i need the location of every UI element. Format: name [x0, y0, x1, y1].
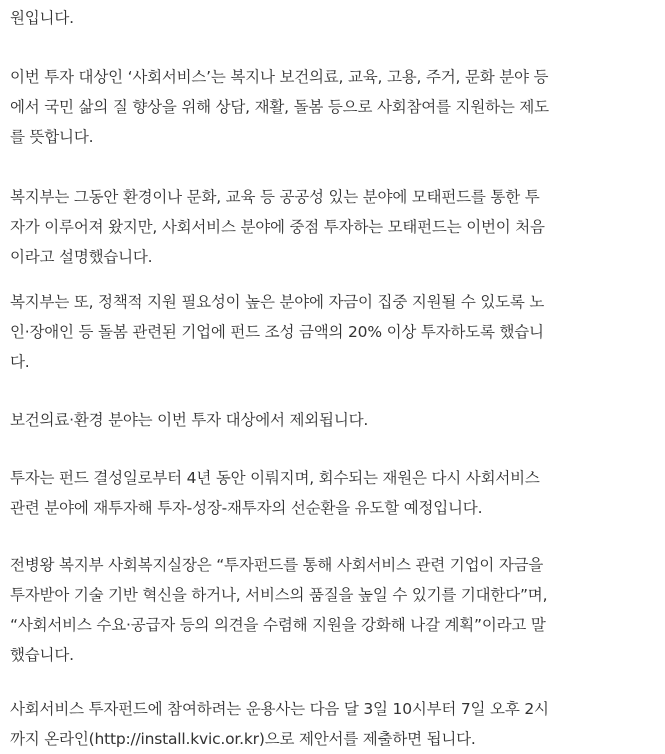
text-line: 에서 국민 삶의 질 향상을 위해 상담, 재활, 돌봄 등으로 사회참여를 지원하는 제도 — [10, 98, 549, 116]
text-line: 자가 이루어져 왔지만, 사회서비스 분야에 중점 투자하는 모태펀드는 이번이 처음 — [10, 218, 545, 236]
text-line: 원입니다. — [10, 9, 74, 27]
paragraph-8 — [10, 694, 658, 754]
text-line: 인·장애인 등 돌봄 관련된 기업에 펀드 조성 금액의 20% 이상 투자하도록 했습니 — [10, 323, 544, 341]
text-line: 까지 온라인(http://install.kvic.or.kr)으로 제안서를 제출하면 됩니다. — [10, 730, 476, 748]
paragraph-7 — [10, 550, 658, 670]
text-line: 이라고 설명했습니다. — [10, 248, 153, 266]
text-line: 보건의료·환경 분야는 이번 투자 대상에서 제외됩니다. — [10, 411, 369, 429]
text-line: 사회서비스 투자펀드에 참여하려는 운용사는 다음 달 3일 10시부터 7일 오후 2시 — [10, 700, 549, 718]
text-line: 다. — [10, 353, 30, 371]
text-line: 복지부는 그동안 환경이나 문화, 교육 등 공공성 있는 분야에 모태펀드를 통한 투 — [10, 188, 540, 206]
paragraph-6 — [10, 463, 658, 523]
text-line: 관련 분야에 재투자해 투자-성장-재투자의 선순환을 유도할 예정입니다. — [10, 499, 483, 517]
paragraph-5 — [10, 405, 658, 435]
text-line: 투자는 펀드 결성일로부터 4년 동안 이뤄지며, 회수되는 재원은 다시 사회서비스 — [10, 469, 540, 487]
text-line: 이번 투자 대상인 ‘사회서비스’는 복지나 보건의료, 교육, 고용, 주거, 문화 분야 등 — [10, 68, 549, 86]
text-line: 를 뜻합니다. — [10, 128, 94, 146]
paragraph-2 — [10, 62, 658, 152]
text-line: “사회서비스 수요·공급자 등의 의견을 수렴해 지원을 강화해 나갈 계획”이라고 말 — [10, 616, 546, 634]
paragraph-3 — [10, 182, 658, 272]
text-line: 복지부는 또, 정책적 지원 필요성이 높은 분야에 자금이 집중 지원될 수 있도록 노 — [10, 293, 545, 311]
text-line: 전병왕 복지부 사회복지실장은 “투자펀드를 통해 사회서비스 관련 기업이 자금을 — [10, 556, 544, 574]
paragraph-4 — [10, 287, 658, 377]
text-line: 했습니다. — [10, 646, 74, 664]
text-line: 투자받아 기술 기반 혁신을 하거나, 서비스의 품질을 높일 수 있기를 기대한다”며, — [10, 586, 548, 604]
paragraph-1 — [10, 3, 658, 33]
